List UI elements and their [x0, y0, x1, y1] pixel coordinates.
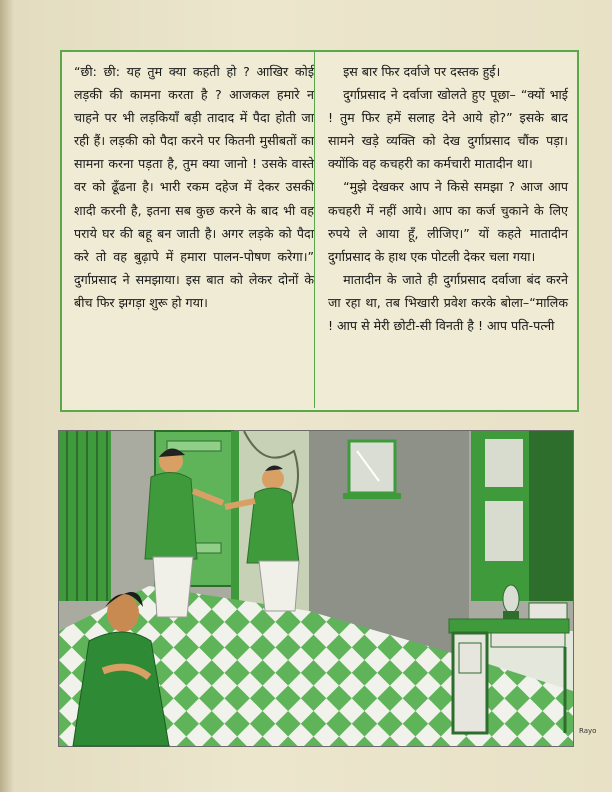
- story-text-box: [60, 50, 579, 412]
- story-illustration: [58, 430, 597, 747]
- mirror: [349, 441, 395, 493]
- column-divider: [314, 50, 315, 408]
- paragraph: इस बार फिर दर्वाजे पर दस्तक हुई।: [343, 64, 501, 79]
- paragraph: “मुझे देखकर आप ने किसे समझा ? आज आप कचहरी में नहीं आये। आप का कर्ज चुकाने के लिए रुपये ले आया हूँ, लीजिए।” यों कहते मातादीन दुर्गाप्रसाद के हाथ एक पोटली देकर चला गया।: [328, 179, 568, 264]
- story-left-column: [74, 60, 314, 314]
- artist-signature: Rayo: [579, 727, 597, 735]
- paragraph: “छी: छी: यह तुम क्या कहती हो ? आखिर कोई लड़की की कामना करता है ? आजकल हमारे न चाहने पर भी लड़कियाँ बड़ी तादाद में पैदा होती जा रही हैं। लड़की को पैदा करने पर कितनी मुसीबतों का सामना करना पड़ता है, तुम क्या जानो ! उसके वास्ते वर को ढूँढना है। भारी रकम दहेज में देकर उसकी शादी करनी है, इतना सब कुछ करने के बाद भी वह पराये घर की बहू बन जाती है। अगर लड़के को पैदा करे तो वह बुढ़ापे में हमारा पालन-पोषण करेगा।” दुर्गाप्रसाद ने समझाया। इस बात को लेकर दोनों के बीच फिर झगड़ा शुरू हो गया।: [74, 64, 314, 310]
- illustration-drawing: [59, 431, 573, 746]
- paragraph: मातादीन के जाते ही दुर्गाप्रसाद दर्वाजा बंद करने जा रहा था, तब भिखारी प्रवेश करके बोला–“मालिक ! आप से मेरी छोटी-सी विनती है ! आप पति-पत्नी: [328, 271, 568, 334]
- story-right-column: [328, 60, 568, 337]
- paragraph: दुर्गाप्रसाद ने दर्वाजा खोलते हुए पूछा– “क्यों भाई ! तुम फिर हमें सलाह देने आये हो?” इसके बाद सामने खड़े व्यक्ति को देख दुर्गाप्रसाद चौंक पड़ा। क्योंकि वह कचहरी का कर्मचारी मातादीन था।: [328, 87, 568, 172]
